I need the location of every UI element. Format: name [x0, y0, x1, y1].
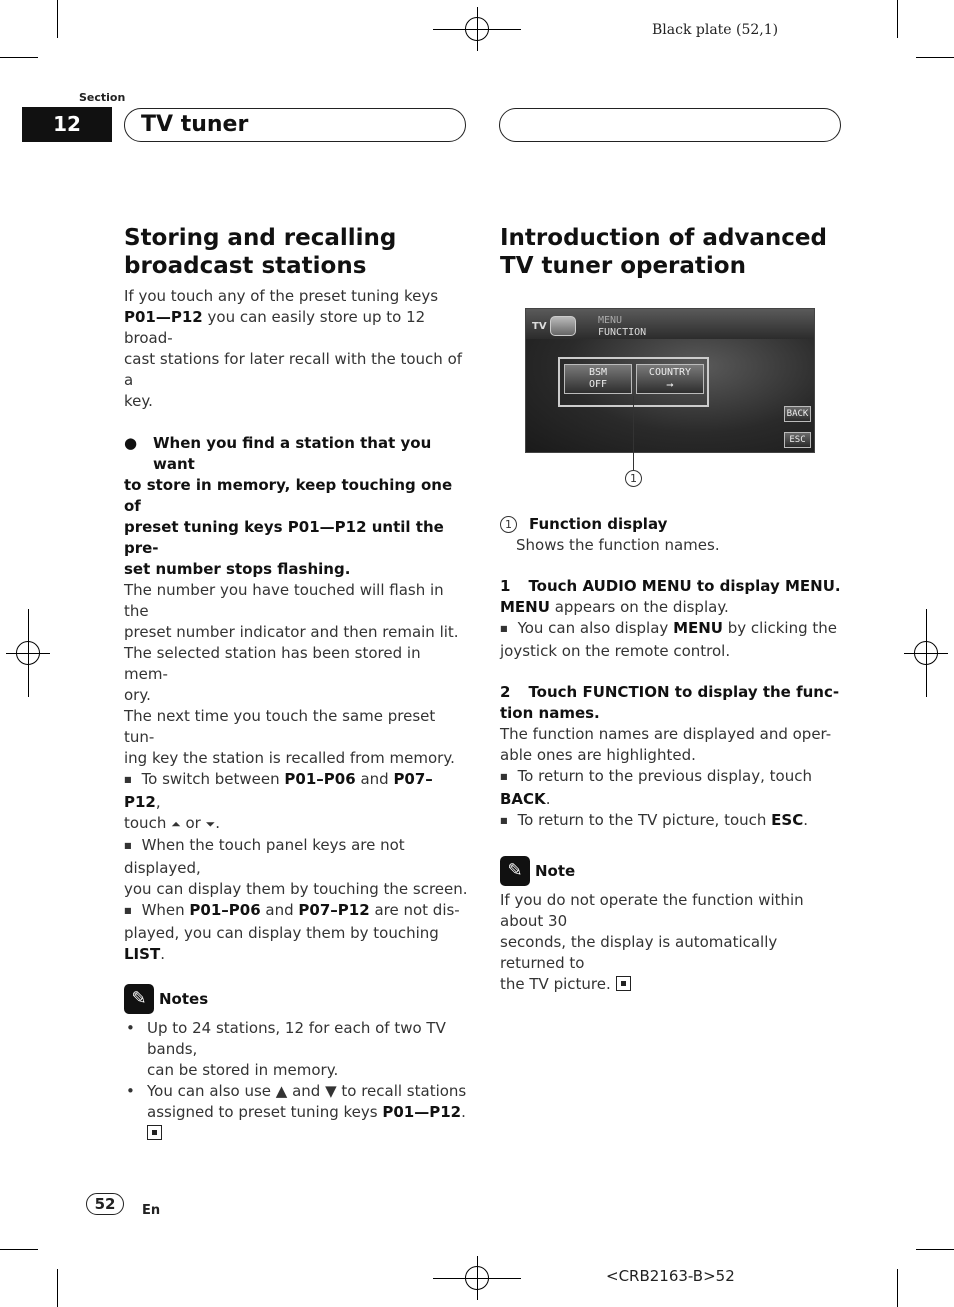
registration-mark-bottom [455, 1256, 499, 1300]
step-1-tip-line2: joystick on the remote control. [500, 642, 731, 660]
pencil-note-icon: ✎ [500, 856, 530, 886]
step-2-title: 2 Touch FUNCTION to display the func- tion names. [500, 683, 840, 722]
crop-mark [0, 1249, 38, 1250]
crop-mark [916, 57, 954, 58]
function-display-item: 1 Function display [500, 514, 845, 535]
country-button[interactable]: COUNTRY ➞ [636, 364, 704, 394]
callout-line [633, 396, 634, 470]
step-1-title: 1 Touch AUDIO MENU to display MENU. [500, 577, 841, 595]
step-1-body: MENU appears on the display. [500, 598, 729, 616]
left-heading: Storing and recalling broadcast stations [124, 225, 397, 279]
crop-mark [916, 1249, 954, 1250]
section-title: TV tuner [124, 108, 466, 142]
notes-list: • Up to 24 stations, 12 for each of two TV bands, can be stored in memory. • You can also use ▲ and ▼ to recall stations assigned to preset tuning keys P01—P12. [124, 1018, 469, 1144]
step-body: The number you have touched will flash in the preset number indicator and then remain lit. The selected station has been stored in mem- ory. The next time you touch the same preset tun- ing key the station is recalled from memory. [124, 581, 459, 767]
note-body: If you do not operate the function within about 30 seconds, the display is automatically returned to the TV picture. [500, 891, 804, 993]
back-button[interactable]: BACK [784, 406, 811, 422]
tip-list-line1: ■ When P01–P06 and P07–P12 are not dis- [124, 900, 469, 923]
step-instruction: ● When you find a station that you want to store in memory, keep touching one of preset tuning keys P01—P12 until the pre- set number stops flashing. [124, 434, 453, 578]
intro-paragraph: If you touch any of the preset tuning keys P01—P12 you can easily store up to 12 broad- cast stations for later recall with the touch of a key. [124, 287, 463, 410]
tip-list [124, 769, 469, 965]
tip-touch-panel-line2: you can display them by touching the screen. [124, 880, 468, 898]
tv-function-screen [525, 308, 815, 453]
pencil-note-icon: ✎ [124, 984, 154, 1014]
tip-switch-line2: touch ⏶ or ⏷. [124, 814, 220, 832]
right-arrow-icon: ➞ [666, 378, 674, 392]
right-column-body [500, 514, 845, 995]
right-heading: Introduction of advanced TV tuner operation [500, 225, 827, 279]
crop-mark [57, 1269, 58, 1307]
document-code: <CRB2163-B>52 [606, 1267, 735, 1285]
screen-tv-tab [550, 316, 576, 336]
crop-mark [897, 1269, 898, 1307]
left-column [124, 224, 469, 1144]
step-2-tip-back: ■ To return to the previous display, touch BACK. [500, 766, 845, 810]
crop-mark [897, 0, 898, 38]
registration-mark-left [6, 631, 50, 675]
note-header: ✎ Note [500, 856, 845, 886]
plate-text: Black plate (52,1) [652, 22, 779, 38]
header-blank-pill [499, 108, 841, 142]
screen-menu-label: MENU [598, 315, 623, 326]
function-display-desc: Shows the function names. [516, 536, 720, 554]
bsm-off-button[interactable]: BSM OFF [564, 364, 632, 394]
notes-header: ✎ Notes [124, 984, 469, 1014]
section-label: Section [79, 91, 126, 104]
tip-switch-line1: ■ To switch between P01–P06 and P07–P12, [124, 769, 469, 813]
step-1-tip-line1: ■ You can also display MENU by clicking the [500, 618, 845, 641]
callout-number: 1 [625, 470, 642, 487]
esc-button[interactable]: ESC [784, 432, 811, 448]
screen-tv-label: TV [532, 321, 547, 332]
registration-mark-right [904, 631, 948, 675]
tip-touch-panel-line1: ■ When the touch panel keys are not displayed, [124, 835, 469, 879]
right-column [500, 224, 845, 280]
language-label: En [142, 1203, 161, 1218]
double-up-icon: ⏶ [171, 817, 181, 831]
screen-function-label: FUNCTION [598, 327, 647, 338]
step-2-tip-esc: ■ To return to the TV picture, touch ESC. [500, 810, 845, 833]
registration-mark-top [455, 7, 499, 51]
page-number: 52 [86, 1193, 124, 1215]
tip-list-line2: played, you can display them by touching LIST. [124, 924, 439, 963]
crop-mark [0, 57, 38, 58]
bullet-dot-icon: ● [124, 434, 138, 452]
end-mark-icon [616, 976, 631, 991]
step-2-body: The function names are displayed and oper- able ones are highlighted. [500, 725, 832, 764]
double-down-icon: ⏷ [205, 817, 216, 831]
section-number: 12 [22, 107, 112, 142]
end-mark-icon [147, 1125, 162, 1140]
crop-mark [57, 0, 58, 38]
